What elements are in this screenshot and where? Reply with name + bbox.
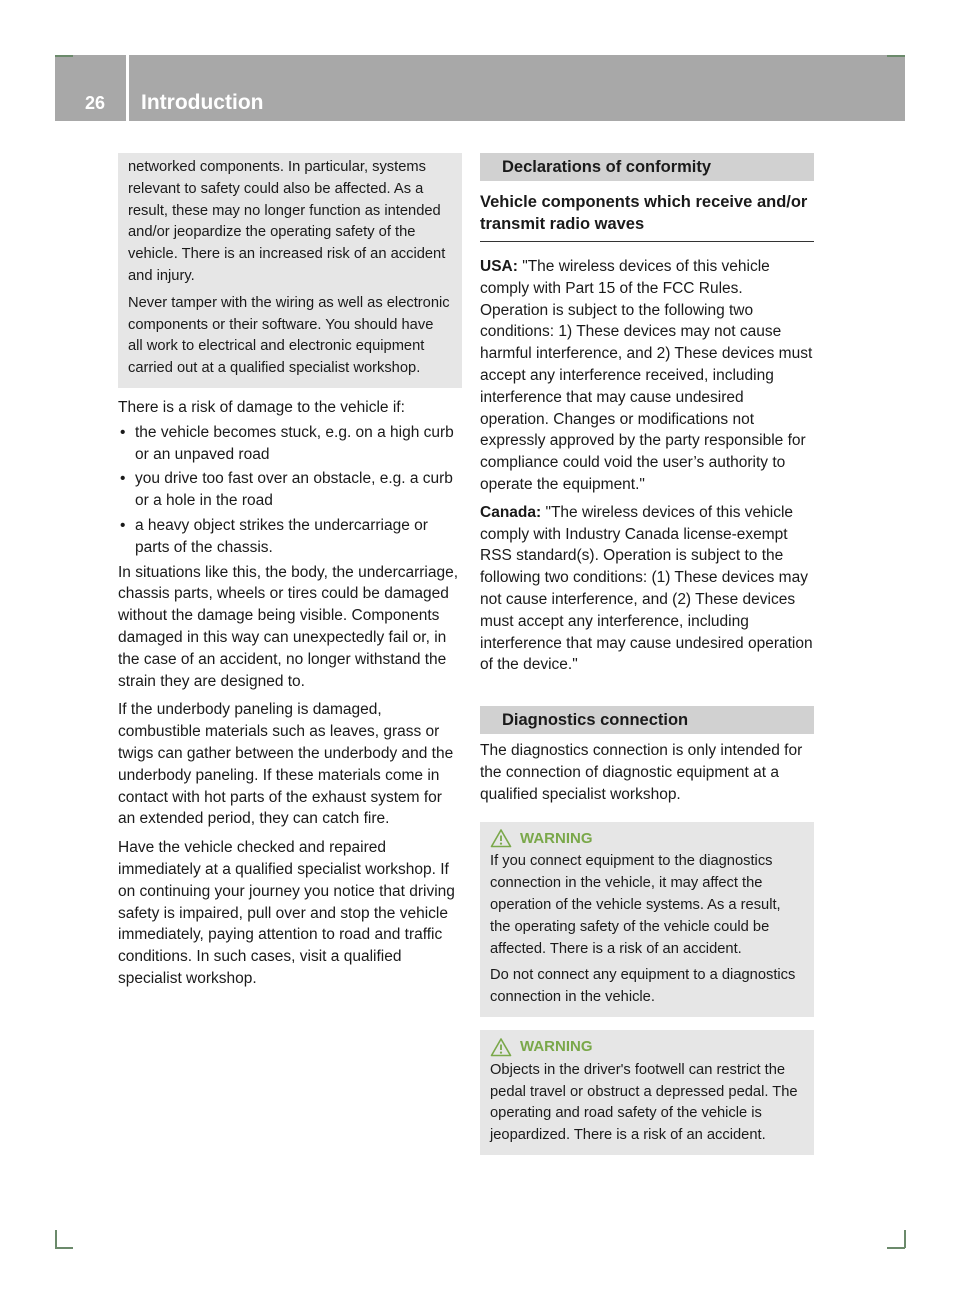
left-column xyxy=(118,153,462,990)
warning-triangle-icon xyxy=(490,828,512,848)
warning-paragraph: Do not connect any equipment to a diagnostics connection in the vehicle. xyxy=(490,967,796,1006)
usa-paragraph xyxy=(480,256,814,496)
canada-text: "The wireless devices of this vehicle comply with Industry Canada license-exempt RSS standard(s). Operation is subject to the following two conditions: (1) These devices may not cause interference, and (2) These devices must accept any interference, including interference that may cause undesired operation of the device." xyxy=(480,503,813,674)
bullet-icon: • xyxy=(120,516,126,534)
crop-mark-bottom-left-h xyxy=(55,1247,73,1249)
bullet-icon: • xyxy=(120,423,126,441)
body-paragraph: Have the vehicle checked and repaired immediately at a qualified specialist workshop. If on continuing your journey you notice that driving safety is impaired, pull over and stop the vehicle immediately, paying attention to road and traffic conditions. In such cases, visit a qualified specialist workshop. xyxy=(118,839,455,987)
warning-box xyxy=(480,822,814,1017)
crop-mark-top-left xyxy=(55,55,73,57)
warning-paragraph: If you connect equipment to the diagnostics connection in the vehicle, it may affect the operation of the vehicle systems. As a result, the operating safety of the vehicle could be affected. There is a risk of an accident. xyxy=(490,853,781,957)
declarations-heading: Declarations of conformity xyxy=(480,153,814,181)
damage-intro: There is a risk of damage to the vehicle if: xyxy=(118,398,405,416)
canada-paragraph xyxy=(480,502,814,676)
canada-label: Canada: xyxy=(480,503,542,521)
list-item-text: you drive too fast over an obstacle, e.g. a curb or a hole in the road xyxy=(135,470,453,510)
page-number: 26 xyxy=(85,93,106,113)
header-divider xyxy=(126,55,129,121)
list-item xyxy=(118,422,462,466)
crop-mark-bottom-left-v xyxy=(55,1230,57,1248)
list-item-text: a heavy object strikes the undercarriage or parts of the chassis. xyxy=(135,516,428,556)
usa-text: "The wireless devices of this vehicle comply with Part 15 of the FCC Rules. Operation is subject to the following two conditions: 1) These devices may not cause harmful interference, and 2) These devices must accept any interference received, including interference that may cause undesired operation. Changes or modifications not expressly approved by the party responsible for compliance could void the user’s authority to operate the equipment." xyxy=(480,258,813,493)
warning-triangle-icon xyxy=(490,1037,512,1057)
radio-subheading: Vehicle components which receive and/or transmit radio waves xyxy=(480,191,814,242)
crop-mark-top-right xyxy=(887,55,905,57)
crop-mark-bottom-right-h xyxy=(887,1247,905,1249)
section-title: Introduction xyxy=(141,91,264,114)
warning-box xyxy=(480,1030,814,1155)
usa-label: USA: xyxy=(480,258,518,275)
crop-mark-bottom-right-v xyxy=(904,1230,906,1248)
warning-title: WARNING xyxy=(520,829,593,847)
box-paragraph: networked components. In particular, systems relevant to safety could also be affected. As a result, these may no longer function as intended and/or jeopardize the operating safety of the vehicle. There is an increased risk of an accident and injury. xyxy=(128,159,446,284)
warning-title-row xyxy=(490,1036,804,1058)
diagnostics-text: The diagnostics connection is only intended for the connection of diagnostic equipment at a qualified specialist workshop. xyxy=(480,742,803,803)
damage-list xyxy=(118,422,462,559)
list-item-text: the vehicle becomes stuck, e.g. on a high curb or an unpaved road xyxy=(135,423,454,463)
body-paragraph: If the underbody paneling is damaged, combustible materials such as leaves, grass or twigs can gather between the underbody and the underbody paneling. If these materials come in contact with hot parts of the exhaust system for an extended period, they can catch fire. xyxy=(118,701,454,828)
safety-note-box xyxy=(118,153,462,388)
bullet-icon: • xyxy=(120,470,126,488)
body-paragraph: In situations like this, the body, the undercarriage, chassis parts, wheels or tires could be damaged without the damage being visible. Components damaged in this way can unexpectedly fail or, in the case of an accident, no longer withstand the strain they are designed to. xyxy=(118,563,459,690)
list-item xyxy=(118,468,462,512)
diagnostics-heading: Diagnostics connection xyxy=(480,706,814,734)
warning-title-row xyxy=(490,828,804,850)
warning-title: WARNING xyxy=(520,1037,593,1055)
list-item xyxy=(118,515,462,559)
warning-paragraph: Objects in the driver's footwell can restrict the pedal travel or obstruct a depressed pedal. The operating and road safety of the vehicle is jeopardized. There is a risk of an accident. xyxy=(490,1061,798,1144)
right-column xyxy=(480,153,814,1155)
box-paragraph: Never tamper with the wiring as well as electronic components or their software. You should have all work to electrical and electronic equipment carried out at a qualified specialist workshop. xyxy=(128,294,450,377)
